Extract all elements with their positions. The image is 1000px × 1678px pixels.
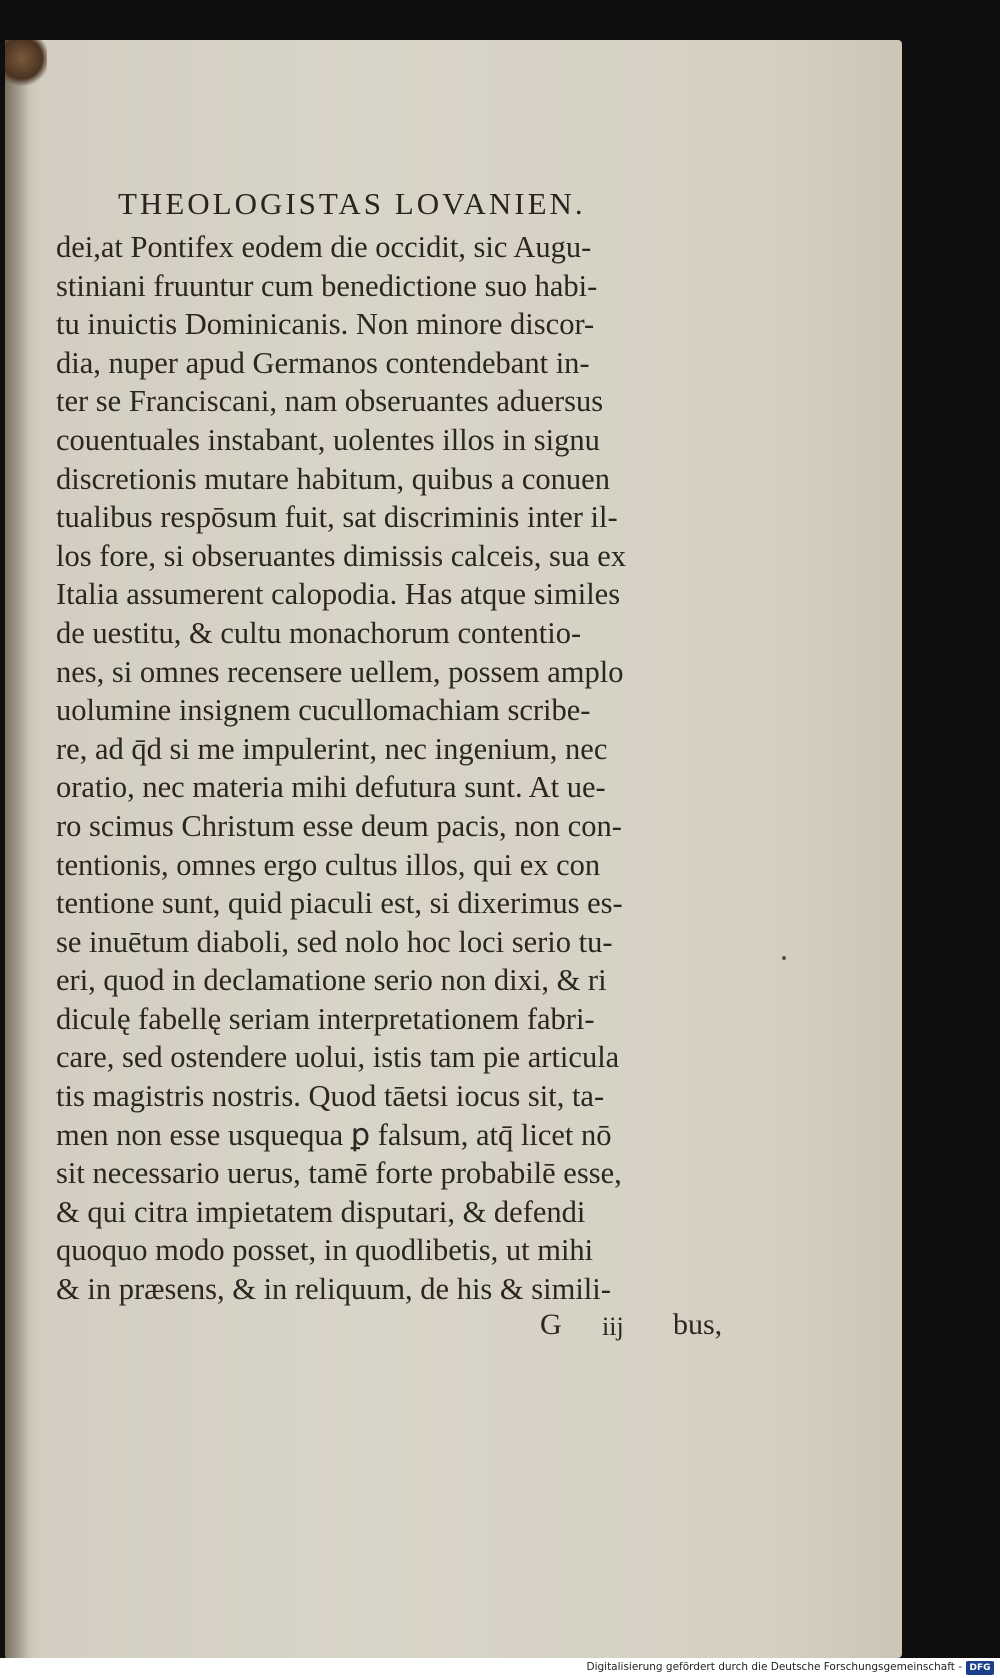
text-line: men non esse usquequa ꝑ falsum, atq̄ licet nō bbox=[56, 1117, 612, 1152]
text-line: quoquo modo posset, in quodlibetis, ut mihi bbox=[56, 1233, 594, 1268]
text-line: discretionis mutare habitum, quibus a conuen bbox=[56, 461, 610, 496]
credit-bar bbox=[0, 1658, 1000, 1678]
text-line: sit necessario uerus, tamē forte probabilē esse, bbox=[56, 1156, 622, 1191]
text-line: tentionis, omnes ergo cultus illos, qui ex con bbox=[56, 847, 601, 882]
text-line: tu inuictis Dominicanis. Non minore discor- bbox=[56, 307, 595, 342]
catchword: bus, bbox=[673, 1308, 723, 1341]
text-line: uolumine insignem cucullomachiam scribe- bbox=[56, 693, 591, 728]
text-line: stiniani fruuntur cum benedictione suo habi- bbox=[56, 268, 598, 303]
text-line: couentuales instabant, uolentes illos in signu bbox=[56, 422, 600, 457]
ink-speck bbox=[782, 956, 786, 960]
text-line: nes, si omnes recensere uellem, possem amplo bbox=[56, 654, 624, 689]
text-line: Italia assumerent calopodia. Has atque similes bbox=[56, 577, 621, 612]
text-line: & in præsens, & in reliquum, de his & simili- bbox=[56, 1272, 611, 1307]
credit-text: Digitalisierung gefördert durch die Deutsche Forschungsgemeinschaft - bbox=[586, 1661, 962, 1673]
text-line: oratio, nec materia mihi defutura sunt. At ue- bbox=[56, 770, 606, 805]
corner-stain bbox=[5, 40, 47, 86]
text-line: care, sed ostendere uolui, istis tam pie articula bbox=[56, 1040, 620, 1075]
text-line: los fore, si obseruantes dimissis calceis, sua ex bbox=[56, 538, 627, 573]
gutter-shadow bbox=[5, 40, 29, 1658]
dfg-logo-icon: DFG bbox=[966, 1661, 994, 1675]
text-line: tualibus respōsum fuit, sat discriminis inter il- bbox=[56, 500, 618, 535]
signature-number: iij bbox=[602, 1312, 624, 1341]
text-line: ro scimus Christum esse deum pacis, non con- bbox=[56, 808, 622, 843]
text-line: diculę fabellę seriam interpretationem fabri- bbox=[56, 1001, 595, 1036]
text-line: re, ad q̄d si me impulerint, nec ingenium, nec bbox=[56, 731, 608, 766]
text-line: tis magistris nostris. Quod tāetsi iocus sit, ta- bbox=[56, 1079, 605, 1114]
text-line: se inuētum diaboli, sed nolo hoc loci serio tu- bbox=[56, 924, 613, 959]
text-line: de uestitu, & cultu monachorum contentio- bbox=[56, 615, 582, 650]
running-head: THEOLOGISTAS LOVANIEN. bbox=[118, 186, 586, 221]
text-line: eri, quod in declamatione serio non dixi, & ri bbox=[56, 963, 607, 998]
text-line: dia, nuper apud Germanos contendebant in- bbox=[56, 345, 590, 380]
text-line: tentione sunt, quid piaculi est, si dixerimus es- bbox=[56, 886, 623, 921]
page-footer bbox=[540, 1308, 750, 1348]
text-block bbox=[56, 228, 756, 1309]
text-line: dei,at Pontifex eodem die occidit, sic Augu- bbox=[56, 230, 592, 264]
text-line: ter se Franciscani, nam obseruantes aduersus bbox=[56, 384, 604, 419]
text-line: & qui citra impietatem disputari, & defendi bbox=[56, 1194, 586, 1229]
signature-mark: G bbox=[540, 1308, 562, 1341]
